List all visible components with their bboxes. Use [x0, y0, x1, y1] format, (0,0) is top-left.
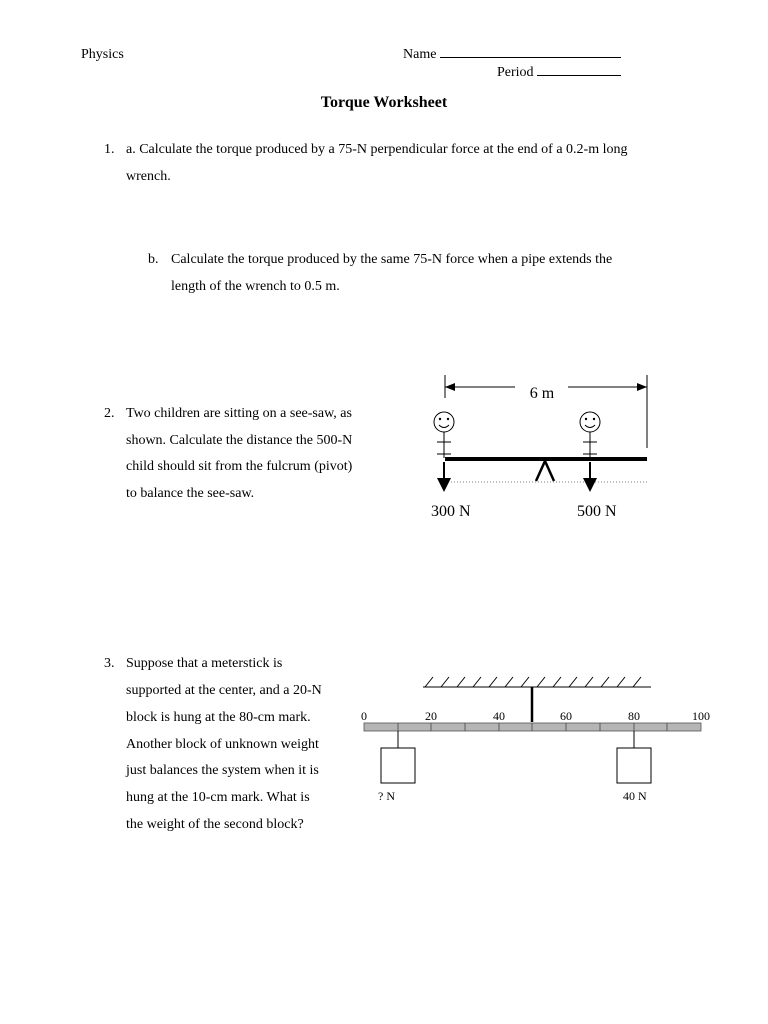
- question-2-number: 2.: [104, 406, 115, 421]
- question-3-line: block is hung at the 80-cm mark.: [126, 710, 311, 725]
- period-label: Period: [497, 65, 534, 80]
- fulcrum: [536, 461, 554, 481]
- span-label: 6 m: [529, 385, 555, 402]
- question-3-line: supported at the center, and a 20-N: [126, 683, 322, 698]
- name-label: Name: [403, 47, 437, 62]
- question-2-line: Two children are sitting on a see-saw, as: [126, 406, 352, 421]
- left-block-label: ? N: [378, 789, 395, 803]
- scale-label: 80: [628, 709, 640, 723]
- question-3-number: 3.: [104, 656, 115, 671]
- scale-label: 60: [560, 709, 572, 723]
- ceiling-hatching: [425, 677, 641, 687]
- right-block-label: 40 N: [623, 789, 647, 803]
- question-3-line: just balances the system when it is: [126, 763, 319, 778]
- name-blank-line[interactable]: [440, 45, 621, 58]
- question-3-line: Suppose that a meterstick is: [126, 656, 283, 671]
- right-child-figure: [580, 412, 600, 458]
- question-1b-line-1: Calculate the torque produced by the same 75-N force when a pipe extends the: [171, 252, 613, 267]
- question-1b-line-2: length of the wrench to 0.5 m.: [171, 279, 340, 294]
- left-force-arrow: [437, 462, 451, 492]
- seesaw-diagram: [420, 370, 665, 530]
- question-1a-line-2: wrench.: [126, 169, 171, 184]
- dimension-right-arrowhead: [637, 383, 647, 391]
- scale-label: 20: [425, 709, 437, 723]
- scale-label: 100: [692, 709, 710, 723]
- meterstick-diagram: [355, 670, 715, 810]
- period-blank-line[interactable]: [537, 63, 621, 76]
- right-force-arrow: [583, 462, 597, 492]
- question-3-line: the weight of the second block?: [126, 817, 304, 832]
- right-force-label: 500 N: [577, 503, 617, 520]
- question-1b-label: b.: [148, 252, 159, 267]
- scale-label: 40: [493, 709, 505, 723]
- question-1a-line-1: a. Calculate the torque produced by a 75-N perpendicular force at the end of a 0.2-m long: [126, 142, 628, 157]
- subject-label: Physics: [81, 47, 124, 62]
- dimension-left-arrowhead: [445, 383, 455, 391]
- question-1-number: 1.: [104, 142, 115, 157]
- question-3-line: hung at the 10-cm mark. What is: [126, 790, 310, 805]
- question-2-line: shown. Calculate the distance the 500-N: [126, 433, 353, 448]
- left-child-figure: [434, 412, 454, 458]
- question-2-line: child should sit from the fulcrum (pivot): [126, 459, 353, 474]
- left-force-label: 300 N: [431, 503, 471, 520]
- question-3-line: Another block of unknown weight: [126, 737, 319, 752]
- scale-label: 0: [361, 709, 367, 723]
- meterstick: [364, 723, 701, 731]
- period-field[interactable]: [497, 59, 621, 86]
- worksheet-title: Torque Worksheet: [320, 94, 448, 111]
- right-block: [617, 748, 651, 783]
- left-block: [381, 748, 415, 783]
- question-2-line: to balance the see-saw.: [126, 486, 255, 501]
